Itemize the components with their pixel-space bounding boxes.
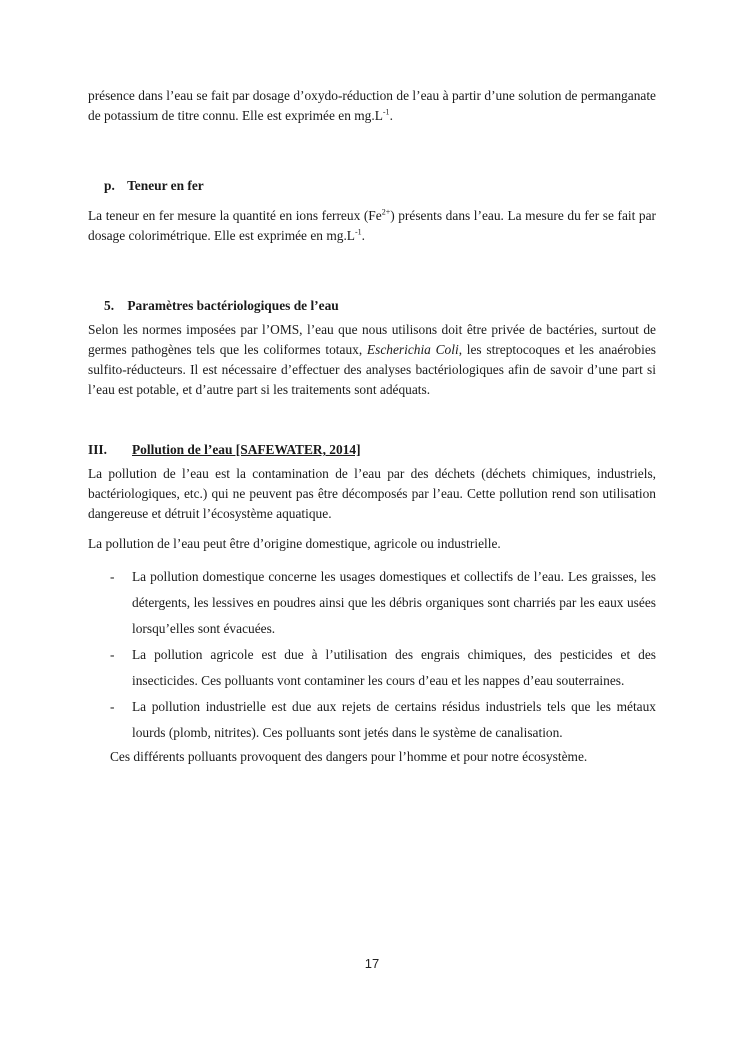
page-number: 17 [364, 956, 380, 971]
heading-number: p. [104, 178, 115, 193]
paragraph-text: présence dans l’eau se fait par dosage d’oxydo-réduction de l’eau à partir d’une solution de permanganate de potassium de titre connu. Elle est exprimée en mg.L [88, 88, 656, 123]
paragraph-tail: . [389, 108, 393, 123]
list-dash: - [110, 647, 115, 662]
heading-number: III. [88, 442, 107, 457]
list-item [88, 642, 656, 694]
superscript: -1 [354, 227, 362, 237]
heading-pollution-de-leau [88, 440, 656, 460]
heading-title: Teneur en fer [127, 178, 204, 193]
list-dash: - [110, 699, 115, 714]
italic-species-name: Escherichia Coli [366, 342, 459, 357]
list-item [88, 564, 656, 642]
superscript: 2+ [381, 207, 391, 217]
list-dash: - [110, 569, 115, 584]
heading-number: 5. [104, 298, 115, 313]
paragraph-permanganate [88, 86, 656, 126]
document-page [88, 86, 656, 768]
paragraph-bacteriologiques [88, 320, 656, 400]
paragraph-text: La teneur en fer mesure la quantité en ions ferreux (Fe [88, 208, 382, 223]
paragraph-pollution-definition: La pollution de l’eau est la contamination de l’eau par des déchets (déchets chimiques, industriels, bactériologiques, etc.) qui ne peuvent pas être décomposés par l’eau. Cette pollution rend son utilisation dangereuse et détruit l’écosystème aquatique. [88, 466, 656, 521]
list-item-text: La pollution domestique concerne les usages domestiques et collectifs de l’eau. Les graisses, les détergents, les lessives en poudres ainsi que les débris organiques sont charriés par les eaux usées lorsqu’elles sont évacuées. [132, 569, 656, 636]
paragraph-text: , les streptocoques et les anaérobies sulfito-réducteurs. Il est nécessaire d’effectuer des analyses bactériologiques afin de savoir d’une part si l’eau est potable, et d’autre part si les traitements sont adéquats. [88, 342, 656, 397]
superscript: -1 [382, 107, 390, 117]
pollution-list [88, 564, 656, 746]
heading-parametres-bacteriologiques [88, 296, 656, 316]
heading-title: Pollution de l’eau [SAFEWATER, 2014] [132, 442, 361, 457]
paragraph-text: ) présents dans l’eau. La mesure du fer se fait par dosage colorimétrique. Elle est exprimée en mg.L [88, 208, 656, 243]
paragraph-text: Selon les normes imposées par l’OMS, l’eau que nous utilisons doit être privée de bactéries, surtout de germes pathogènes tels que les coliformes totaux, [88, 322, 656, 357]
heading-title: Paramètres bactériologiques de l’eau [127, 298, 339, 313]
heading-teneur-en-fer [88, 176, 656, 196]
list-item-text: La pollution agricole est due à l’utilisation des engrais chimiques, des pesticides et des insecticides. Ces polluants vont contaminer les cours d’eau et les nappes d’eau souterraines. [132, 647, 656, 688]
list-item [88, 694, 656, 746]
paragraph-tail: . [361, 228, 366, 243]
paragraph-conclusion: Ces différents polluants provoquent des dangers pour l’homme et pour notre écosystème. [110, 749, 588, 764]
paragraph-pollution-origine: La pollution de l’eau peut être d’origine domestique, agricole ou industrielle. [88, 536, 501, 551]
paragraph-fer [88, 206, 656, 246]
list-item-text: La pollution industrielle est due aux rejets de certains résidus industriels tels que les métaux lourds (plomb, nitrites). Ces polluants sont jetés dans le système de canalisation. [132, 699, 656, 740]
